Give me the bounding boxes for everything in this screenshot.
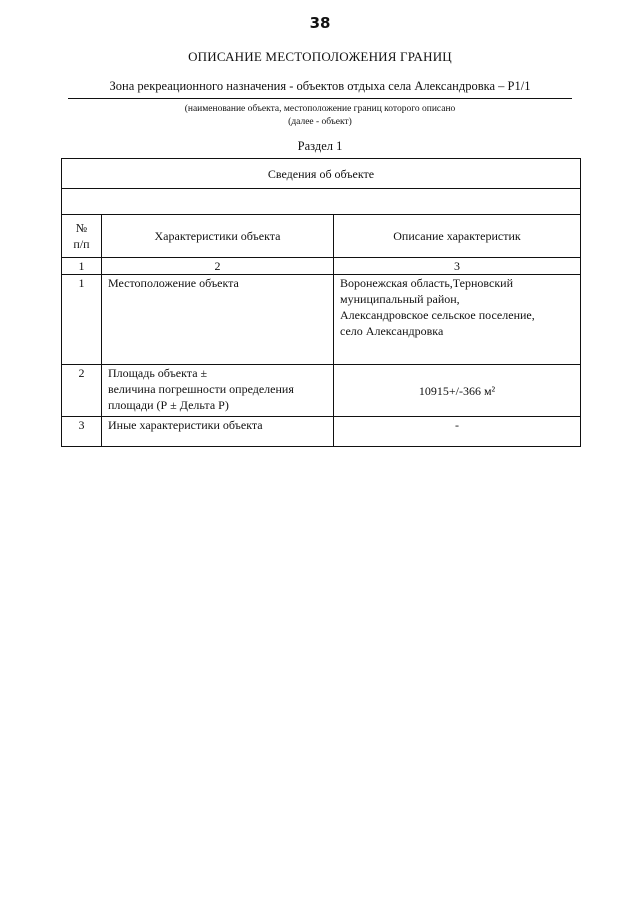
row-characteristic-line: величина погрешности определения [108, 382, 294, 396]
row-description-line: село Александровка [340, 324, 444, 338]
row-number: 2 [62, 365, 102, 417]
row-characteristic [102, 365, 334, 417]
table-row [62, 417, 581, 447]
header-description: Описание характеристик [334, 215, 581, 258]
row-characteristic-line: Площадь объекта ± [108, 366, 208, 380]
row-characteristic-line: площади (Р ± Дельта Р) [108, 398, 229, 412]
row-characteristic-line: Иные характеристики объекта [108, 418, 263, 432]
page-number: 38 [309, 14, 331, 32]
row-description-line: Александровское сельское поселение, [340, 308, 535, 322]
row-description [334, 275, 581, 365]
header-characteristic: Характеристики объекта [102, 215, 334, 258]
row-description-line: Воронежская область,Терновский [340, 276, 514, 290]
row-description-line: 10915+/-366 м² [418, 383, 496, 398]
column-number-3: 3 [334, 258, 581, 275]
row-number: 3 [62, 417, 102, 447]
row-description-line: - [455, 418, 459, 432]
table-empty-row [62, 189, 581, 215]
document-title: ОПИСАНИЕ МЕСТОПОЛОЖЕНИЯ ГРАНИЦ [188, 49, 452, 64]
column-number-2: 2 [102, 258, 334, 275]
column-number-1: 1 [62, 258, 102, 275]
empty-cell [62, 189, 581, 215]
header-number [62, 215, 102, 258]
table-header-row [62, 215, 581, 258]
row-characteristic-line: Местоположение объекта [108, 276, 239, 290]
object-info-table [61, 158, 581, 447]
row-description [334, 365, 581, 417]
table-caption-row [62, 159, 581, 189]
object-caption [0, 103, 640, 129]
table-row [62, 275, 581, 365]
object-caption-line-2: (далее - объект) [288, 117, 352, 127]
table-row [62, 365, 581, 417]
column-number-row [62, 258, 581, 275]
row-description-line: муниципальный район, [340, 292, 460, 306]
table-caption: Сведения об объекте [62, 159, 581, 189]
row-characteristic [102, 417, 334, 447]
object-name: Зона рекреационного назначения - объектов отдыха села Александровка – Р1/1 [68, 79, 572, 99]
row-number: 1 [62, 275, 102, 365]
section-title: Раздел 1 [297, 139, 343, 153]
object-caption-line-1: (наименование объекта, местоположение границ которого описано [184, 104, 456, 114]
header-number-line-2: п/п [73, 237, 90, 251]
header-number-line-1: № [75, 221, 88, 235]
row-description [334, 417, 581, 447]
row-characteristic [102, 275, 334, 365]
